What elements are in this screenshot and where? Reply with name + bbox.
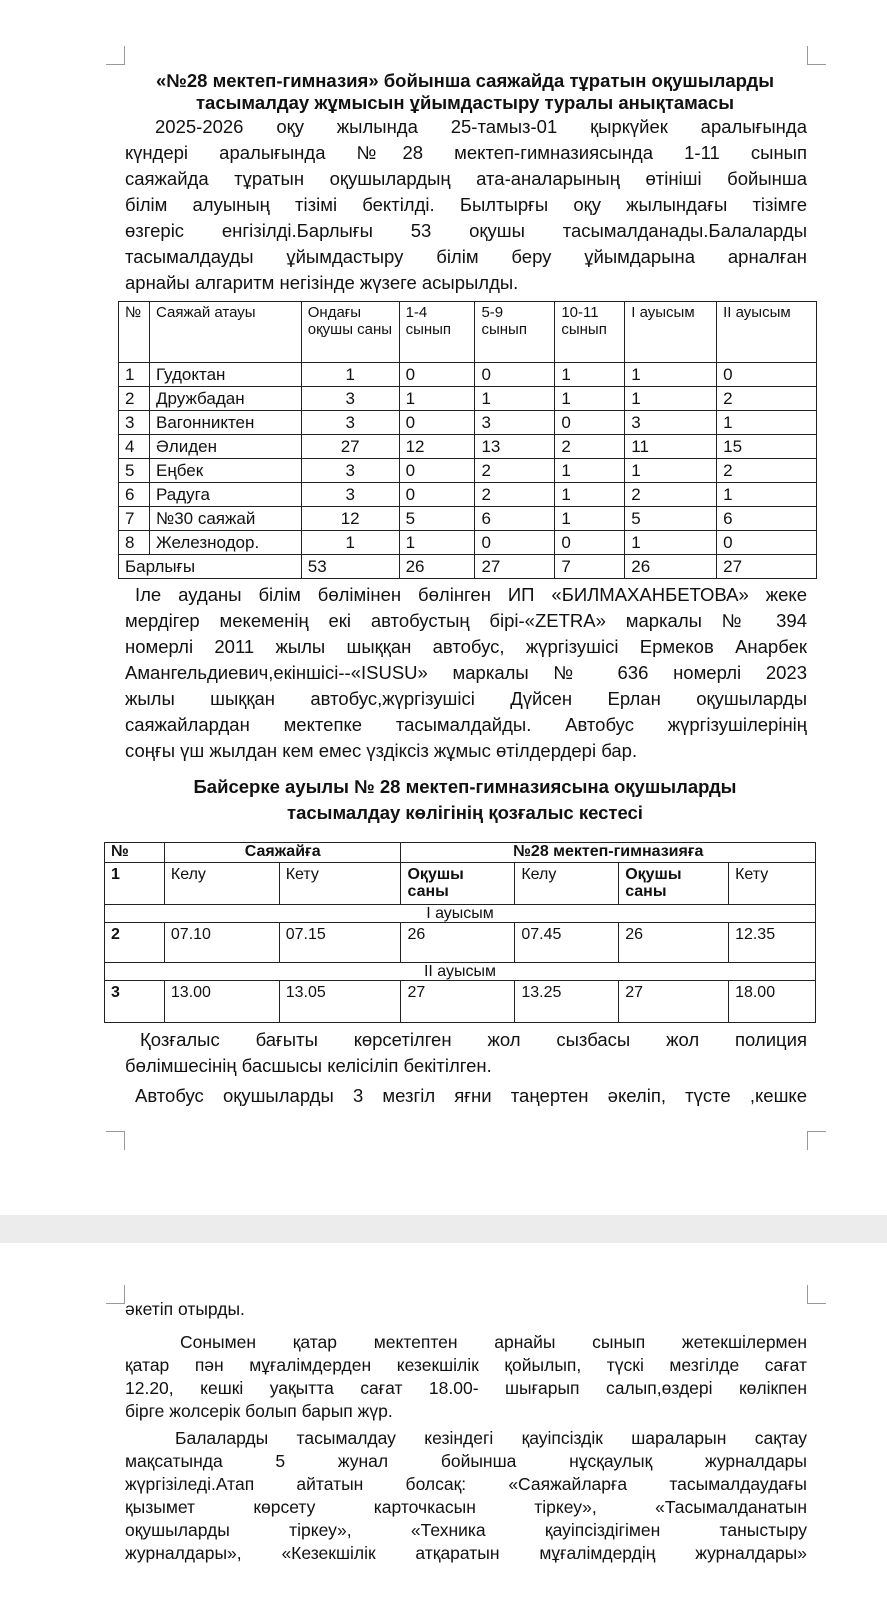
table-cell: 5	[625, 507, 717, 531]
text-line: бірге жолсерік болып барып жүр.	[125, 1401, 393, 1421]
table-cell: Әлиден	[149, 435, 301, 459]
table-cell: 3	[301, 411, 399, 435]
column-header: №	[119, 302, 150, 363]
table-cell: Гудоктан	[149, 363, 301, 387]
table-cell: 0	[475, 363, 555, 387]
page-corner-mark	[807, 1131, 826, 1150]
column-header: II ауысым	[717, 302, 817, 363]
table-row	[119, 387, 817, 411]
table-cell: 1	[555, 507, 625, 531]
table-cell: 27	[717, 555, 817, 579]
table-cell: 2	[717, 387, 817, 411]
table-row	[119, 507, 817, 531]
table-cell: Радуга	[149, 483, 301, 507]
text-line: Амангельдиевич,екіншісі--«ISUSU» маркалы № 636 номерлі 2023	[125, 662, 807, 683]
table-cell: Оқушы саны	[401, 863, 515, 905]
table-cell: 6	[717, 507, 817, 531]
table-cell: 27	[401, 981, 515, 1023]
table-cell: 1	[625, 363, 717, 387]
safety-paragraph	[125, 1427, 807, 1565]
table-cell: 1	[555, 363, 625, 387]
text-line: жүргізіледі.Атап айтатын болсақ: «Саяжайларға тасымалдаудағы	[125, 1474, 807, 1494]
table-cell: 07.15	[279, 923, 401, 963]
text-line: білім алуының тізімі бектілді. Былтырғы оқу жылындағы тізімге	[125, 194, 807, 215]
column-header: 10-11 сынып	[555, 302, 625, 363]
table-cell: 1	[625, 531, 717, 555]
table-cell: 1	[555, 483, 625, 507]
table-cell: 1	[555, 459, 625, 483]
text-line: 12.20, кешкі уақытта сағат 18.00- шығарып салып,өздері көлікпен	[125, 1378, 807, 1398]
table-cell: 12	[399, 435, 475, 459]
table-cell: 13	[475, 435, 555, 459]
table-cell: 3	[301, 387, 399, 411]
table-cell: 0	[399, 411, 475, 435]
table-cell: 2	[105, 923, 165, 963]
table-cell: 27	[475, 555, 555, 579]
duty-paragraph	[125, 1331, 807, 1423]
schedule-table	[104, 842, 816, 1023]
table-cell: 0	[475, 531, 555, 555]
table-cell: 0	[399, 459, 475, 483]
table-cell: 3	[625, 411, 717, 435]
table-cell: 5	[399, 507, 475, 531]
column-header: Саяжай атауы	[149, 302, 301, 363]
table-cell: 1	[475, 387, 555, 411]
table-row	[119, 483, 817, 507]
table-row	[105, 981, 816, 1023]
table-cell: Железнодор.	[149, 531, 301, 555]
table-cell: 1	[625, 387, 717, 411]
text-line: саяжайлардан мектепке тасымалдайды. Автобус жүргізушілерінің	[125, 714, 807, 735]
text-line: арнайы алгаритм негізінде жүзеге асырылды.	[125, 272, 519, 293]
table-cell: 6	[475, 507, 555, 531]
table-cell: 26	[401, 923, 515, 963]
text-line: Автобус оқушыларды 3 мезгіл яғни таңертен әкеліп, түсте ,кешке	[135, 1085, 807, 1106]
text-line: мердігер мекеменің екі автобустың бірі-«ZETRA» маркалы № 394	[125, 610, 807, 631]
table-row	[119, 435, 817, 459]
table-cell: 07.45	[515, 923, 619, 963]
text-line: Қозғалыс бағыты көрсетілген жол сызбасы жол полиция	[140, 1029, 807, 1050]
schedule-subheader-row	[105, 863, 816, 905]
continuation-text	[125, 1298, 807, 1321]
table-cell: 27	[619, 981, 729, 1023]
table-cell: 18.00	[729, 981, 816, 1023]
text-line: бөлімшесінің басшысы келісіліп бекітілген.	[125, 1055, 492, 1076]
page-corner-mark	[106, 46, 125, 65]
text-line: Іле ауданы білім бөлімінен бөлінген ИП «БИЛМАХАНБЕТОВА» жеке	[135, 584, 807, 605]
page-corner-mark	[106, 1131, 125, 1150]
text-line: мақсатында 5 жунал бойынша нұсқаулық журналдары	[125, 1451, 807, 1471]
title-line: тасымалдау жұмысын ұйымдастыру туралы анықтамасы	[195, 92, 735, 113]
page-separator	[0, 1215, 887, 1243]
shift-label-row	[105, 905, 816, 923]
table-cell: Кету	[729, 863, 816, 905]
table-cell: 13.25	[515, 981, 619, 1023]
table-cell: 27	[301, 435, 399, 459]
column-header: 5-9 сынып	[475, 302, 555, 363]
table-row	[119, 363, 817, 387]
transport-paragraph	[125, 582, 807, 764]
table-cell: 1	[717, 411, 817, 435]
table-cell: 3	[475, 411, 555, 435]
text-line: Балаларды тасымалдау кезіндегі қауіпсіздік шараларын сақтау	[175, 1428, 807, 1448]
table-cell: 3	[301, 483, 399, 507]
table-cell: 8	[119, 531, 150, 555]
text-line: қатар пән мұғалімдерден кезекшілік қойылып, түскі мезгілде сағат	[125, 1355, 807, 1375]
title-line: тасымалдау көлігінің қозғалыс кестесі	[287, 802, 643, 823]
page-corner-mark	[106, 1285, 125, 1304]
table-cell: 2	[119, 387, 150, 411]
column-header: Саяжайға	[164, 843, 401, 863]
table-cell: 2	[625, 483, 717, 507]
table-cell: 0	[717, 531, 817, 555]
text-line: номерлі 2011 жылы шыққан автобус, жүргізушісі Ермеков Анарбек	[125, 636, 807, 657]
shift-label: I ауысым	[105, 905, 816, 923]
table-cell: 1	[555, 387, 625, 411]
table-cell: 11	[625, 435, 717, 459]
table-cell: 1	[625, 459, 717, 483]
dacha-students-table	[118, 301, 817, 579]
table-row	[119, 531, 817, 555]
text-line: журналдары», «Кезекшілік атқаратын мұғалімдердің журналдары»	[125, 1543, 807, 1563]
table-cell: 4	[119, 435, 150, 459]
schedule-header-row	[105, 843, 816, 863]
table-row	[119, 411, 817, 435]
text-line: саяжайда тұратын оқушылардың ата-аналарының өтініші бойынша	[125, 168, 807, 189]
text-line: Сонымен қатар мектептен арнайы сынып жетекшілермен	[180, 1332, 807, 1352]
text-line: оқушыларды тіркеу», «Техника қауіпсіздігімен таныстыру	[125, 1520, 807, 1540]
table-cell: 7	[119, 507, 150, 531]
table-cell: Келу	[515, 863, 619, 905]
table-cell: Келу	[164, 863, 279, 905]
table-cell: 26	[399, 555, 475, 579]
text-line: өзгеріс енгізілді.Барлығы 53 оқушы тасымалданады.Балаларды	[125, 220, 807, 241]
table-cell: 12	[301, 507, 399, 531]
table-cell: 6	[119, 483, 150, 507]
table-cell: 26	[625, 555, 717, 579]
table-cell: 3	[105, 981, 165, 1023]
table-cell: 1	[119, 363, 150, 387]
table-cell: №30 саяжай	[149, 507, 301, 531]
table-cell: 0	[555, 531, 625, 555]
title-line: «№28 мектеп-гимназия» бойынша саяжайда тұратын оқушыларды	[155, 70, 775, 91]
table-cell: 2	[475, 483, 555, 507]
column-header: Ондағы оқушы саны	[301, 302, 399, 363]
column-header: 1-4 сынып	[399, 302, 475, 363]
text-line: күндері аралығында №28 мектеп-гимназиясында 1-11 сынып	[125, 142, 807, 163]
table-cell: 1	[399, 387, 475, 411]
route-paragraph	[125, 1027, 807, 1109]
shift-label: II ауысым	[105, 963, 816, 981]
title-line: Байсерке ауылы № 28 мектеп-гимназиясына оқушыларды	[193, 776, 737, 797]
table-total-row	[119, 555, 817, 579]
schedule-title	[100, 774, 830, 826]
text-line: қызымет көрсету карточкасын тіркеу», «Тасымалданатын	[125, 1497, 807, 1517]
table-cell: 0	[555, 411, 625, 435]
table-cell: 1	[399, 531, 475, 555]
text-line: әкетіп отырды.	[125, 1299, 245, 1319]
page-corner-mark	[807, 46, 826, 65]
table-cell: 3	[301, 459, 399, 483]
table-cell: 26	[619, 923, 729, 963]
column-header: №28 мектеп-гимназияға	[401, 843, 816, 863]
table-cell: Оқушы саны	[619, 863, 729, 905]
table-cell: 13.05	[279, 981, 401, 1023]
table-cell: 2	[475, 459, 555, 483]
shift-label-row	[105, 963, 816, 981]
text-line: 2025-2026 оқу жылында 25-тамыз-01 қыркүйек аралығында	[155, 116, 807, 137]
document-page-2	[0, 1243, 887, 1600]
column-header: №	[105, 843, 165, 863]
table-cell: 1	[301, 531, 399, 555]
table-cell: 15	[717, 435, 817, 459]
table-cell: 1	[717, 483, 817, 507]
text-line: тасымалдауды ұйымдастыру білім беру ұйымдарына арналған	[125, 246, 807, 267]
table-row	[119, 459, 817, 483]
table-cell: 0	[399, 483, 475, 507]
intro-paragraph	[125, 114, 807, 296]
table-cell: 0	[399, 363, 475, 387]
total-label: Барлығы	[119, 555, 302, 579]
table-cell: 7	[555, 555, 625, 579]
table-cell: 07.10	[164, 923, 279, 963]
table-cell: Еңбек	[149, 459, 301, 483]
table-cell: 53	[301, 555, 399, 579]
table-cell: 12.35	[729, 923, 816, 963]
table-cell: 2	[717, 459, 817, 483]
table-cell: 5	[119, 459, 150, 483]
table-cell: 0	[717, 363, 817, 387]
text-line: жылы шыққан автобус,жүргізушісі Дүйсен Ерлан оқушыларды	[125, 688, 807, 709]
page-corner-mark	[807, 1285, 826, 1304]
document-title	[100, 70, 830, 114]
table-cell: 3	[119, 411, 150, 435]
table-header-row	[119, 302, 817, 363]
table-cell: Кету	[279, 863, 401, 905]
table-cell: Дружбадан	[149, 387, 301, 411]
table-cell: Вагонниктен	[149, 411, 301, 435]
text-line: соңғы үш жылдан кем емес үздіксіз жұмыс өтілдердері бар.	[125, 740, 638, 761]
table-cell: 1	[301, 363, 399, 387]
table-cell: 1	[105, 863, 165, 905]
table-row	[105, 923, 816, 963]
table-cell: 2	[555, 435, 625, 459]
column-header: I ауысым	[625, 302, 717, 363]
table-cell: 13.00	[164, 981, 279, 1023]
